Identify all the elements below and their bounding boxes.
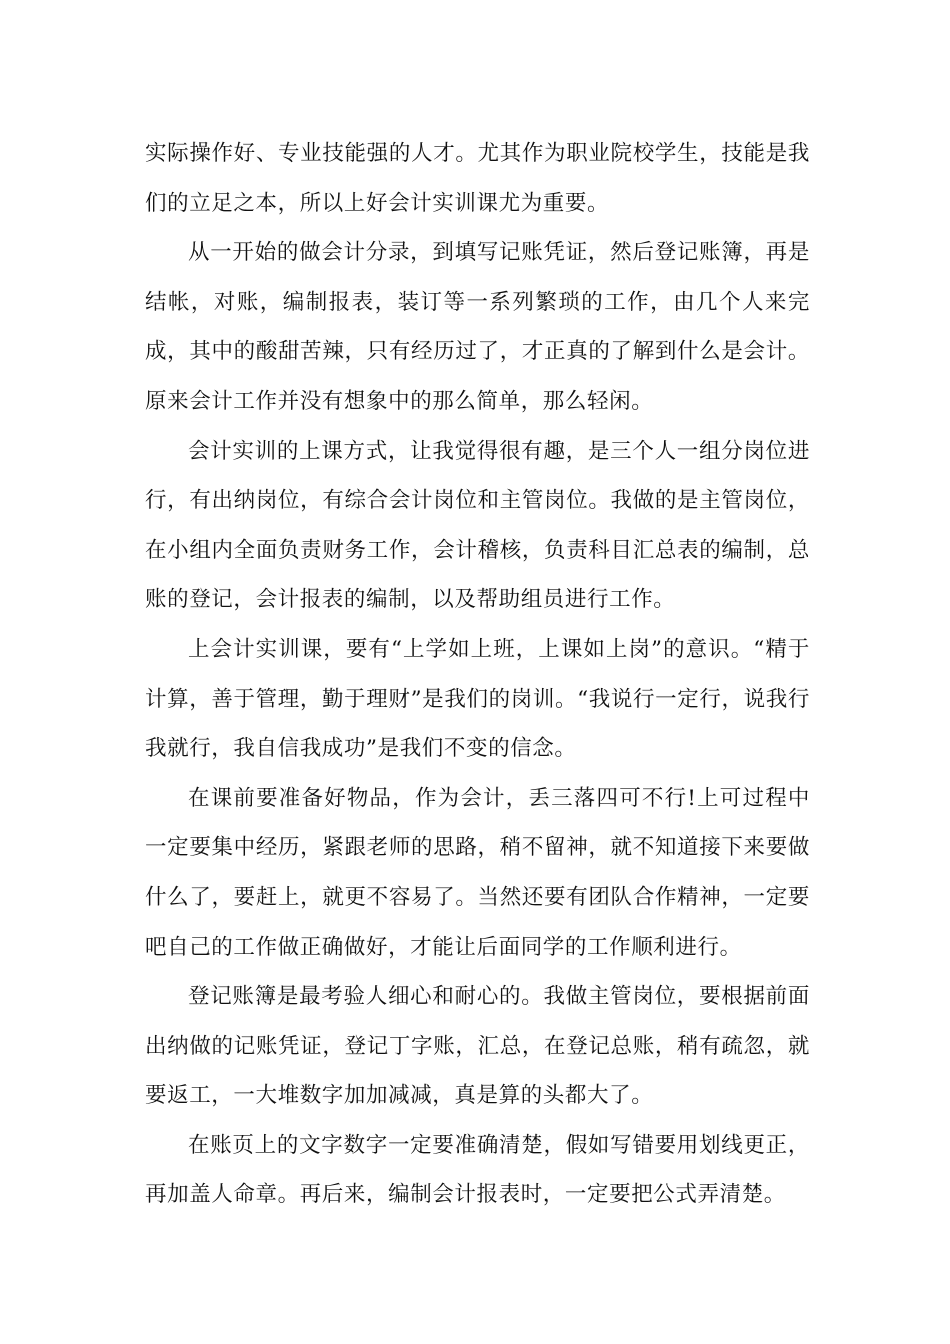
document-body bbox=[145, 129, 810, 1220]
paragraph-3: 会计实训的上课方式，让我觉得很有趣，是三个人一组分岗位进行，有出纳岗位，有综合会计岗位和主管岗位。我做的是主管岗位，在小组内全面负责财务工作，会计稽核，负责科目汇总表的编制，总账的登记，会计报表的编制，以及帮助组员进行工作。 bbox=[145, 438, 810, 613]
paragraph-4: 上会计实训课，要有“上学如上班，上课如上岗”的意识。“精于计算，善于管理，勤于理财”是我们的岗训。“我说行一定行，说我行我就行，我自信我成功”是我们不变的信念。 bbox=[145, 636, 810, 762]
paragraph-1: 实际操作好、专业技能强的人才。尤其作为职业院校学生，技能是我们的立足之本，所以上好会计实训课尤为重要。 bbox=[145, 141, 810, 216]
paragraph-7: 在账页上的文字数字一定要准确清楚，假如写错要用划线更正，再加盖人命章。再后来，编制会计报表时，一定要把公式弄清楚。 bbox=[145, 1132, 810, 1208]
paragraph-2: 从一开始的做会计分录，到填写记账凭证，然后登记账簿，再是结帐，对账，编制报表，装订等一系列繁琐的工作，由几个人来完成，其中的酸甜苦辣，只有经历过了，才正真的了解到什么是会计。原来会计工作并没有想象中的那么简单，那么轻闲。 bbox=[145, 240, 810, 414]
paragraph-6: 登记账簿是最考验人细心和耐心的。我做主管岗位，要根据前面出纳做的记账凭证，登记丁字账，汇总，在登记总账，稍有疏忽，就要返工，一大堆数字加加减减，真是算的头都大了。 bbox=[145, 984, 810, 1109]
paragraph-5: 在课前要准备好物品，作为会计，丢三落四可不行!上可过程中一定要集中经历，紧跟老师的思路，稍不留神，就不知道接下来要做什么了，要赶上，就更不容易了。当然还要有团队合作精神，一定要吧自己的工作做正确做好，才能让后面同学的工作顺利进行。 bbox=[145, 785, 810, 960]
